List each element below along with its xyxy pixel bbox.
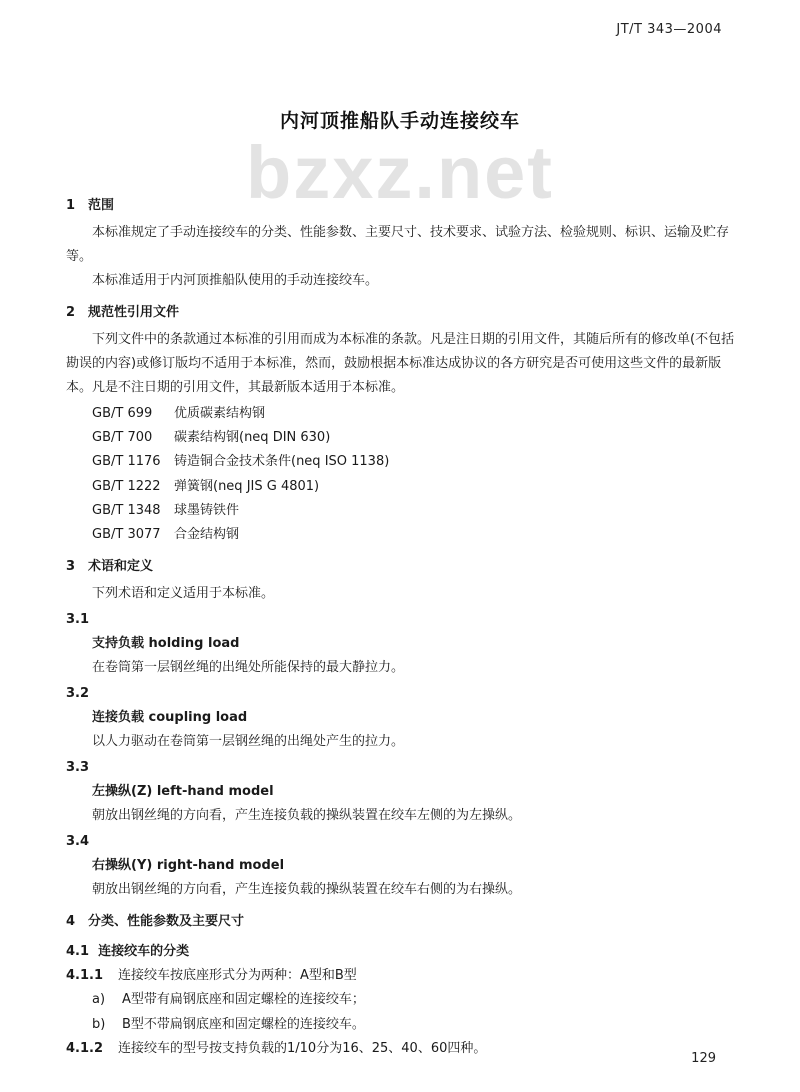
term-name: 右操纵(Y) right-hand model [92, 858, 285, 874]
section-title: 范围 [88, 198, 115, 213]
clause-number: 4.1.1 [66, 968, 104, 984]
section-2-heading [66, 301, 746, 325]
list-marker: a) [92, 992, 106, 1008]
section-3-heading [66, 555, 746, 579]
reference-list [66, 402, 746, 546]
reference-name: 弹簧钢(neq JIS G 4801) [174, 478, 320, 494]
term-number: 3.3 [66, 760, 90, 776]
term-definition: 朝放出钢丝绳的方向看，产生连接负载的操纵装置在绞车左侧的为左操纵。 [92, 808, 522, 824]
reference-code: GB/T 1176 [92, 454, 161, 470]
section-number: 4 [66, 914, 76, 930]
list-item [66, 988, 746, 1012]
term-name: 左操纵(Z) left-hand model [92, 784, 274, 800]
scope-paragraph-2: 本标准适用于内河顶推船队使用的手动连接绞车。 [92, 273, 379, 289]
term-name: 连接负载 coupling load [92, 709, 248, 725]
reference-item [92, 499, 746, 523]
term-definition: 以人力驱动在卷筒第一层钢丝绳的出绳处产生的拉力。 [92, 733, 405, 749]
clause-text: 连接绞车的型号按支持负载的1/10分为16、25、40、60四种。 [118, 1040, 487, 1056]
term-definition: 朝放出钢丝绳的方向看，产生连接负载的操纵装置在绞车右侧的为右操纵。 [92, 882, 522, 898]
section-4-heading [66, 910, 746, 934]
watermark: bzxz.net [246, 131, 554, 214]
reference-item [92, 523, 746, 547]
document-body [66, 186, 746, 1061]
normative-references-paragraph: 下列文件中的条款通过本标准的引用而成为本标准的条款。凡是注日期的引用文件，其随后所有的修改单(不包括勘误的内容)或修订版均不适用于本标准，然而，鼓励根据本标准达成协议的各方研究是否可使用这些文件的最新版本。凡是不注日期的引用文件，其最新版本适用于本标准。 [66, 332, 735, 396]
reference-name: 碳素结构钢(neq DIN 630) [174, 430, 331, 446]
standard-code: JT/T 343—2004 [616, 22, 722, 37]
term-definition: 在卷筒第一层钢丝绳的出绳处所能保持的最大静拉力。 [92, 659, 405, 675]
section-title: 术语和定义 [88, 558, 154, 574]
section-number: 3 [66, 558, 76, 574]
scope-paragraph-1: 本标准规定了手动连接绞车的分类、性能参数、主要尺寸、技术要求、试验方法、检验规则、标识、运输及贮存等。 [66, 225, 730, 265]
section-title: 分类、性能参数及主要尺寸 [88, 914, 245, 930]
reference-code: GB/T 700 [92, 430, 153, 446]
list-item [66, 1013, 746, 1037]
reference-code: GB/T 3077 [92, 526, 161, 542]
reference-item [92, 426, 746, 450]
list-text: A型带有扁钢底座和固定螺栓的连接绞车； [122, 992, 365, 1008]
subsection-title: 连接绞车的分类 [98, 944, 190, 960]
term-name: 支持负载 holding load [92, 635, 240, 651]
clause-number: 4.1.2 [66, 1040, 104, 1056]
page-number: 129 [691, 1051, 716, 1066]
term-number: 3.4 [66, 834, 90, 850]
reference-name: 球墨铸铁件 [174, 502, 240, 518]
reference-name: 合金结构钢 [174, 526, 240, 542]
section-title: 规范性引用文件 [88, 305, 180, 321]
reference-item [92, 402, 746, 426]
term-number: 3.1 [66, 611, 90, 627]
reference-name: 优质碳素结构钢 [174, 406, 266, 422]
subsection-4-1-heading [66, 940, 746, 964]
terms-intro: 下列术语和定义适用于本标准。 [92, 585, 275, 601]
clause-4-1-2 [66, 1037, 746, 1061]
reference-item [92, 450, 746, 474]
section-number: 1 [66, 198, 76, 213]
reference-name: 铸造铜合金技术条件(neq ISO 1138) [174, 454, 390, 470]
subsection-number: 4.1 [66, 944, 90, 960]
clause-text: 连接绞车按底座形式分为两种：A型和B型 [118, 968, 357, 984]
list-text: B型不带扁钢底座和固定螺栓的连接绞车。 [122, 1016, 365, 1032]
reference-code: GB/T 1222 [92, 478, 161, 494]
document-title: 内河顶推船队手动连接绞车 [279, 110, 520, 132]
section-number: 2 [66, 305, 76, 321]
reference-code: GB/T 699 [92, 406, 153, 422]
section-1-heading [66, 194, 746, 218]
list-marker: b) [92, 1016, 106, 1032]
term-number: 3.2 [66, 685, 90, 701]
reference-item [92, 475, 746, 499]
reference-code: GB/T 1348 [92, 502, 161, 518]
clause-4-1-1 [66, 964, 746, 988]
